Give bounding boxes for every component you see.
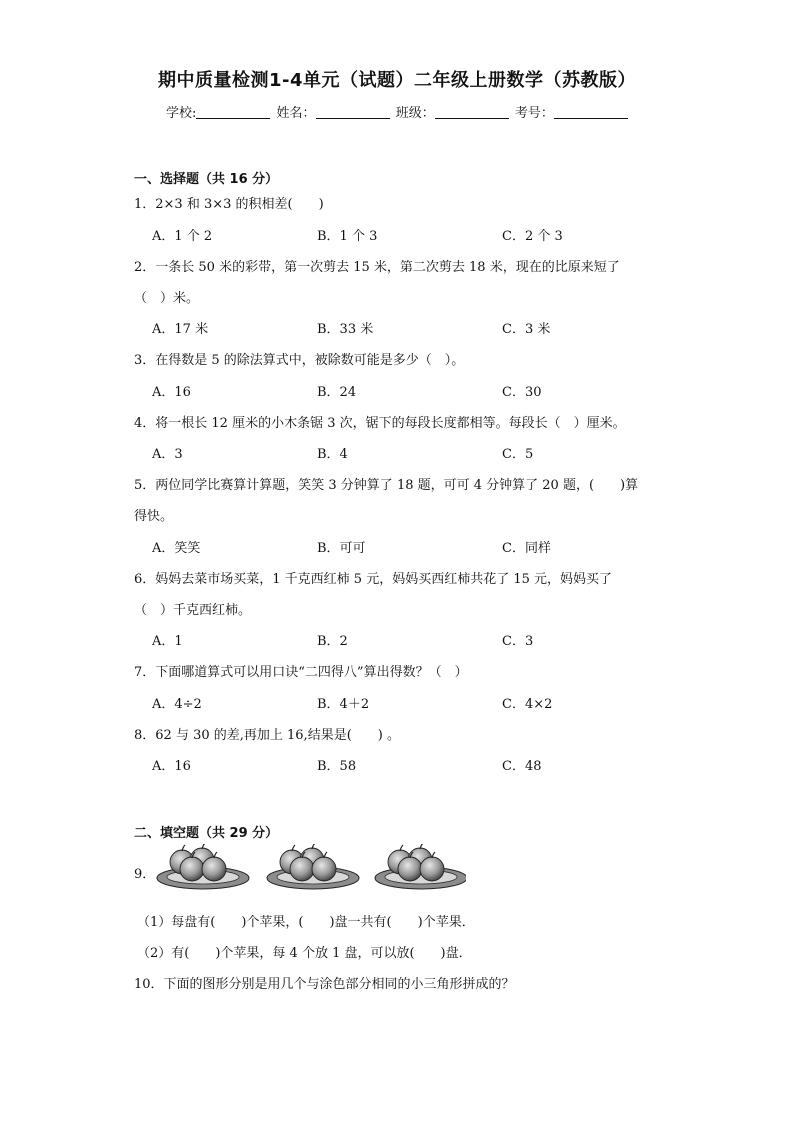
question-part: （1）每盘有( )个苹果，( )盘一共有( )个苹果． xyxy=(137,915,475,930)
exam-no-blank[interactable] xyxy=(554,106,628,119)
option-c[interactable]: C．48 xyxy=(502,759,542,774)
option-c[interactable]: C．2 个 3 xyxy=(502,229,563,244)
question-stem: 6．妈妈去菜市场买菜，1 千克西红柿 5 元，妈妈买西红柿共花了 15 元，妈妈买了 xyxy=(134,572,613,587)
student-info-line xyxy=(166,102,630,121)
option-c[interactable]: C．5 xyxy=(502,447,534,462)
option-b[interactable]: B．2 xyxy=(317,634,348,649)
school-label: 学校: xyxy=(166,106,197,121)
option-c[interactable]: C．30 xyxy=(502,385,542,400)
option-b[interactable]: B．58 xyxy=(317,759,357,774)
option-b[interactable]: B．33 米 xyxy=(317,322,374,337)
apple-plate xyxy=(375,844,466,889)
option-b[interactable]: B．1 个 3 xyxy=(317,229,378,244)
apple-plates-figure xyxy=(156,844,466,890)
option-a[interactable]: A．4÷2 xyxy=(152,697,202,712)
question-stem: 1．2×3 和 3×3 的积相差( ) xyxy=(134,197,324,212)
question-stem: 3．在得数是 5 的除法算式中，被除数可能是多少（ ）。 xyxy=(134,353,465,368)
options-row xyxy=(152,755,712,773)
option-c[interactable]: C．3 xyxy=(502,634,534,649)
school-blank[interactable] xyxy=(196,106,270,119)
options-row xyxy=(152,381,712,399)
option-a[interactable]: A．1 xyxy=(152,634,183,649)
option-b[interactable]: B．24 xyxy=(317,385,357,400)
page-title: 期中质量检测1-4单元（试题）二年级上册数学（苏教版） xyxy=(157,70,637,91)
option-a[interactable]: A．16 xyxy=(152,385,191,400)
option-b[interactable]: B．4 xyxy=(317,447,348,462)
option-a[interactable]: A．3 xyxy=(152,447,183,462)
options-row xyxy=(152,318,712,336)
name-blank[interactable] xyxy=(316,106,390,119)
option-a[interactable]: A．笑笑 xyxy=(152,541,201,556)
apple-plate xyxy=(157,844,249,889)
question-stem: 5．两位同学比赛算计算题，笑笑 3 分钟算了 18 题，可可 4 分钟算了 20 题，( )算 xyxy=(134,478,639,493)
question-stem-continued: 得快。 xyxy=(134,509,174,524)
name-label: 姓名： xyxy=(276,106,316,121)
apple-plate xyxy=(267,844,359,889)
question-stem: 10．下面的图形分别是用几个与涂色部分相同的小三角形拼成的？ xyxy=(134,977,515,992)
section-title-fill: 二、填空题（共 29 分） xyxy=(134,826,279,841)
exam-no-label: 考号： xyxy=(514,106,554,121)
option-c[interactable]: C．4×2 xyxy=(502,697,553,712)
class-label: 班级： xyxy=(395,106,435,121)
option-a[interactable]: A．1 个 2 xyxy=(152,229,213,244)
options-row xyxy=(152,443,712,461)
question-stem: 7．下面哪道算式可以用口诀“二四得八”算出得数？（ ） xyxy=(134,665,468,680)
question-number: 9． xyxy=(134,867,156,882)
option-b[interactable]: B．可可 xyxy=(317,541,366,556)
option-b[interactable]: B．4＋2 xyxy=(317,697,370,712)
question-part: （2）有( )个苹果，每 4 个放 1 盘，可以放( )盘． xyxy=(137,946,472,961)
options-row xyxy=(152,630,712,648)
section-title-choice: 一、选择题（共 16 分） xyxy=(134,172,279,187)
question-stem: 2．一条长 50 米的彩带，第一次剪去 15 米，第二次剪去 18 米，现在的比原来短了 xyxy=(134,260,620,275)
option-a[interactable]: A．16 xyxy=(152,759,191,774)
option-a[interactable]: A．17 米 xyxy=(152,322,209,337)
option-c[interactable]: C．3 米 xyxy=(502,322,551,337)
question-stem: 4．将一根长 12 厘米的小木条锯 3 次，锯下的每段长度都相等。每段长（ ）厘米。 xyxy=(134,416,626,431)
options-row xyxy=(152,693,712,711)
options-row xyxy=(152,225,712,243)
class-blank[interactable] xyxy=(435,106,509,119)
options-row xyxy=(152,537,712,555)
question-stem-continued: （ ）米。 xyxy=(134,291,200,306)
option-c[interactable]: C．同样 xyxy=(502,541,551,556)
question-stem-continued: （ ）千克西红柿。 xyxy=(134,603,252,618)
question-stem: 8．62 与 30 的差,再加上 16,结果是( ) 。 xyxy=(134,728,400,743)
